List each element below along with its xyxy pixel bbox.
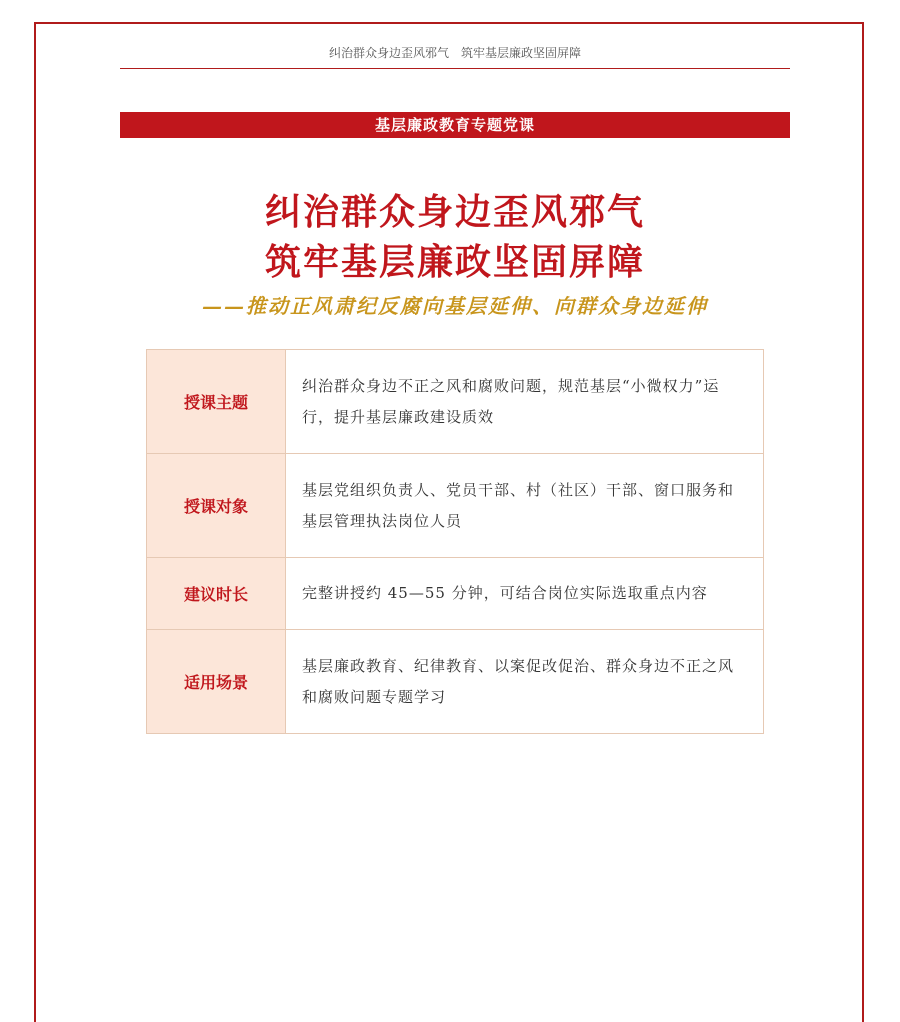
table-row — [147, 454, 764, 558]
row-label-audience: 授课对象 — [147, 454, 286, 558]
table-row — [147, 350, 764, 454]
row-value-duration: 完整讲授约 45—55 分钟，可结合岗位实际选取重点内容 — [286, 558, 764, 630]
row-value-topic: 纠治群众身边不正之风和腐败问题，规范基层“小微权力”运行，提升基层廉政建设质效 — [286, 350, 764, 454]
row-value-scenario: 基层廉政教育、纪律教育、以案促改促治、群众身边不正之风和腐败问题专题学习 — [286, 630, 764, 734]
lesson-info-table — [146, 349, 764, 734]
row-value-audience: 基层党组织负责人、党员干部、村（社区）干部、窗口服务和基层管理执法岗位人员 — [286, 454, 764, 558]
page-title-line-2: 筑牢基层廉政坚固屏障 — [264, 242, 645, 283]
row-label-topic: 授课主题 — [147, 350, 286, 454]
table-row — [147, 558, 764, 630]
page-title-line-1: 纠治群众身边歪风邪气 — [264, 192, 645, 233]
section-banner: 基层廉政教育专题党课 — [120, 112, 790, 138]
header-rule — [120, 68, 790, 69]
running-header: 纠治群众身边歪风邪气 筑牢基层廉政坚固屏障 — [328, 46, 581, 60]
page-subtitle: ——推动正风肃纪反腐向基层延伸、向群众身边延伸 — [202, 294, 708, 318]
row-label-duration: 建议时长 — [147, 558, 286, 630]
row-label-scenario: 适用场景 — [147, 630, 286, 734]
table-row — [147, 630, 764, 734]
